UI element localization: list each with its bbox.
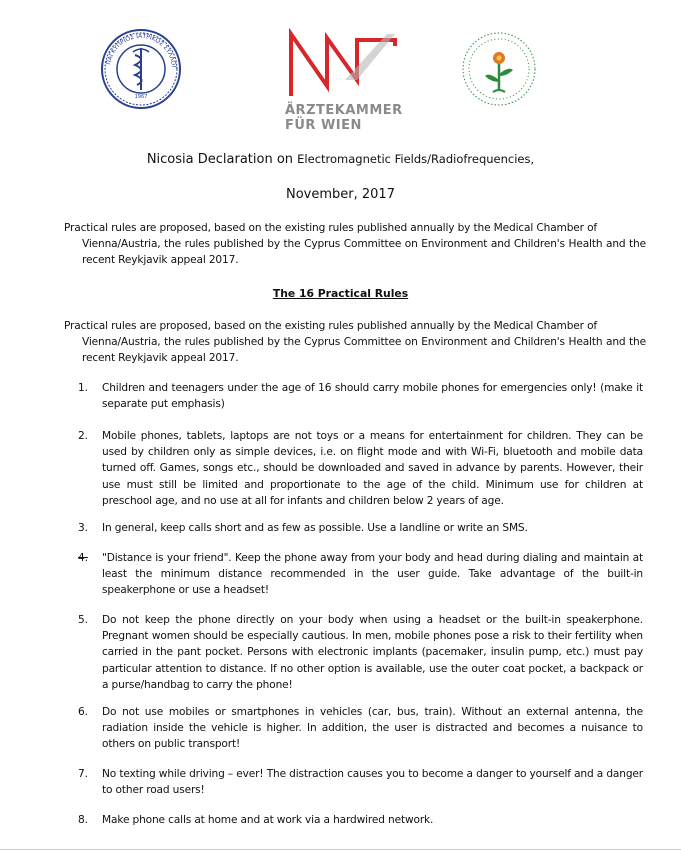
aerztekammer-wien-logo [283, 24, 403, 136]
seal-year: 1967 [134, 94, 148, 100]
rule-text: Children and teenagers under the age of 16 should carry mobile phones for emergencies only! (make it separate put emphasis) [102, 382, 643, 411]
rule-item [78, 612, 643, 693]
intro-paragraph-2 [64, 318, 646, 367]
title-subtitle: Electromagnetic Fields/Radiofrequencies, [297, 152, 535, 166]
document-title [0, 152, 681, 167]
rule-number: 4. [78, 552, 88, 564]
intro-rest: Vienna/Austria, the rules published by the Cyprus Committee on Environment and Children's Health and the recent Reykjavik appeal 2017. [82, 238, 646, 267]
document-date: November, 2017 [286, 187, 395, 202]
environment-committee-logo [459, 28, 539, 110]
rule-text: No texting while driving – ever! The distraction causes you to become a danger to yourself and a danger to other road users! [102, 768, 643, 797]
logo-text-line2: FÜR WIEN [285, 118, 362, 133]
rule-item [78, 812, 643, 828]
rule-item [78, 520, 643, 536]
rule-item [78, 704, 643, 753]
rule-item [78, 428, 643, 509]
rule-text: Do not keep the phone directly on your body when using a headset or the built-in speakerphone. Pregnant women should be especially cautious. In men, mobile phones pose a risk to their fertility when carried in the pant pocket. Persons with electronic implants (pacemaker, insulin pump, etc.) must pay particular attention to distance. If no other option is available, use the outer coat pocket, a backpack or a purse/handbag to carry the phone! [102, 614, 643, 691]
rule-number: 8. [78, 814, 88, 826]
rule-number: 7. [78, 768, 88, 780]
rule-number: 3. [78, 522, 88, 534]
intro2-first-line: Practical rules are proposed, based on the existing rules published annually by the Medical Chamber of [64, 320, 597, 332]
rule-text: Mobile phones, tablets, laptops are not toys or a means for entertainment for children. They can be used by children only as simple devices, i.e. on flight mode and with Wi-Fi, bluetooth and mobile data turned off. Games, songs etc., should be downloaded and saved in advance by parents. However, their use must still be limited and proportionate to the age of the child. Minimum use for children at preschool age, and no use at all for infants and children below 2 years of age. [102, 430, 643, 507]
rule-number: 5. [78, 614, 88, 626]
rule-text: "Distance is your friend". Keep the phone away from your body and head during dialing and maintain at least the minimum distance recommended in the user guide. Take advantage of the built-in speakerphone or use a headset! [102, 552, 643, 597]
rules-heading: The 16 Practical Rules [272, 287, 409, 300]
rule-item [78, 380, 643, 412]
intro-paragraph [64, 220, 646, 269]
rule-number: 6. [78, 706, 88, 718]
intro-first-line: Practical rules are proposed, based on the existing rules published annually by the Medical Chamber of [64, 222, 597, 234]
rule-text: In general, keep calls short and as few as possible. Use a landline or write an SMS. [102, 522, 528, 534]
rule-text: Make phone calls at home and at work via a hardwired network. [102, 814, 434, 826]
seal-ring-text: ΠΑΓΚΥΠΡΙΟΣ ΙΑΤΡΙΚΟΣ ΣΥΛΛΟΓ [105, 32, 178, 69]
title-main: Nicosia Declaration on [146, 152, 298, 167]
medical-association-seal-logo [100, 28, 182, 110]
logo-text-line1: ÄRZTEKAMMER [285, 103, 403, 118]
rule-number: 1. [78, 382, 88, 394]
rule-item [78, 766, 643, 798]
rule-text: Do not use mobiles or smartphones in vehicles (car, bus, train). Without an external antenna, the radiation inside the vehicle is higher. In addition, the user is distracted and becomes a nuisance to others on public transport! [102, 706, 643, 751]
rule-number: 2. [78, 430, 88, 442]
rule-item [78, 550, 643, 599]
intro2-rest: Vienna/Austria, the rules published by the Cyprus Committee on Environment and Children's Health and the recent Reykjavik appeal 2017. [82, 336, 646, 365]
page-bottom-divider [0, 849, 681, 850]
